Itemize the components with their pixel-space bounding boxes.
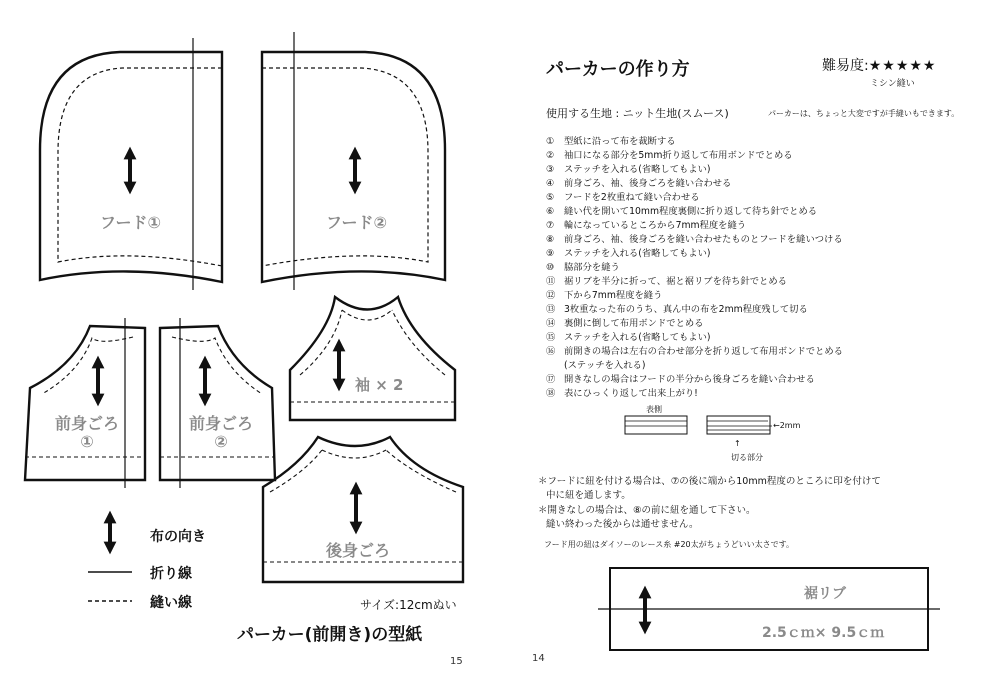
label-front-body-2-name: 前身ごろ <box>188 414 253 433</box>
label-front-body-2-number: ② <box>214 432 228 451</box>
step-text: (ステッチを入れる) <box>564 360 646 371</box>
step-item <box>546 219 746 233</box>
label-front-body-1 <box>42 415 132 451</box>
step-text: ステッチを入れる(省略してもよい) <box>564 332 711 343</box>
step-item <box>546 303 808 317</box>
difficulty-method: ミシン縫い <box>870 79 915 89</box>
step-number: ⑰ <box>546 374 556 385</box>
label-hood-1: フード① <box>100 213 162 232</box>
step-number: ⑥ <box>546 206 555 217</box>
step-item <box>546 345 843 359</box>
step-item <box>546 177 731 191</box>
note-hood-string <box>538 475 881 503</box>
diagram-cut-arrow: ↑ <box>734 439 741 448</box>
step-number: ⑩ <box>546 262 555 273</box>
label-front-body-1-number: ① <box>80 432 94 451</box>
fabric-note: パーカーは、ちょっと大変ですが手縫いもできます。 <box>768 109 960 118</box>
step-item <box>546 261 620 275</box>
step-number: ⑨ <box>546 248 555 259</box>
label-sleeve: 袖 × 2 <box>355 376 404 394</box>
step-text: 袖口になる部分を5mm折り返して布用ボンドでとめる <box>564 150 793 161</box>
step-text: 開きなしの場合はフードの半分から後身ごろを縫い合わせる <box>564 374 815 385</box>
step-text: 輪になっているところから7mm程度を縫う <box>564 220 747 231</box>
note-no-opening-line1: ＊開きなしの場合は、⑧の前に紐を通して下さい。 <box>538 505 756 516</box>
pattern-hood-1 <box>40 38 222 290</box>
page-number-left: 15 <box>450 656 463 667</box>
note-no-opening <box>538 504 756 532</box>
step-text: ステッチを入れる(省略してもよい) <box>564 248 711 259</box>
step-item <box>546 275 787 289</box>
step-number: ⑱ <box>546 388 556 399</box>
step-text: ステッチを入れる(省略してもよい) <box>564 164 711 175</box>
step-text: 前開きの場合は左右の合わせ部分を折り返して布用ボンドでとめる <box>564 346 843 357</box>
label-front-body-1-name: 前身ごろ <box>54 414 119 433</box>
label-hood-2: フード② <box>326 213 388 232</box>
step-text: 脇部分を縫う <box>564 262 620 273</box>
rib-title: 裾リブ <box>804 586 846 602</box>
rib-fold-diagram <box>625 416 772 434</box>
step-number: ⑭ <box>546 318 556 329</box>
legend-stitch-label: 縫い線 <box>150 595 192 611</box>
step-text: 縫い代を開いて10mm程度裏側に折り返して待ち針でとめる <box>564 206 818 217</box>
step-text: 裏側に倒して布用ボンドでとめる <box>564 318 704 329</box>
pattern-sleeve <box>290 297 455 420</box>
page-number-right: 14 <box>532 653 545 664</box>
diagram-mm-label: ←2mm <box>773 421 801 430</box>
difficulty-label: 難易度: <box>822 58 869 74</box>
step-number: ③ <box>546 164 555 175</box>
step-number: ⑫ <box>546 290 556 301</box>
diagram-cut-label: 切る部分 <box>731 453 763 462</box>
note-hood-string-line2: 中に紐を通します。 <box>546 490 631 501</box>
step-number: ⑪ <box>546 276 556 287</box>
rib-size: 2.5ｃｍ× 9.5ｃｍ <box>762 625 885 641</box>
step-item <box>546 359 645 373</box>
step-number: ② <box>546 150 555 161</box>
step-item <box>546 149 793 163</box>
note-string-material: フード用の紐はダイソーのレース糸 #20太がちょうどいい太さです。 <box>544 540 794 549</box>
step-text: 表にひっくり返して出来上がり! <box>564 388 698 399</box>
difficulty-stars: ★★★★★ <box>868 58 937 74</box>
pattern-front-body-1 <box>25 318 145 488</box>
step-item <box>546 205 817 219</box>
pattern-hood-2 <box>262 32 445 290</box>
step-number: ⑧ <box>546 234 555 245</box>
step-text: 型紙に沿って布を裁断する <box>564 136 676 147</box>
step-text: 裾リブを半分に折って、裾と裾リブを待ち針でとめる <box>564 276 787 287</box>
instructions-title: パーカーの作り方 <box>546 59 690 80</box>
step-text: フードを2枚重ねて縫い合わせる <box>564 192 700 203</box>
note-no-opening-line2: 縫い終わった後からは通せません。 <box>546 519 699 530</box>
pattern-page-title: パーカー(前開き)の型紙 <box>237 625 423 645</box>
fabric-label: 使用する生地 : ニット生地(スムース) <box>546 107 729 120</box>
step-item <box>546 191 700 205</box>
step-text: 3枚重なった布のうち、真ん中の布を2mm程度残して切る <box>564 304 808 315</box>
legend-fold-label: 折り線 <box>150 566 192 582</box>
step-text: 下から7mm程度を縫う <box>564 290 663 301</box>
pattern-front-body-2 <box>160 318 275 488</box>
step-number: ⑯ <box>546 346 556 357</box>
step-text: 前身ごろ、袖、後身ごろを縫い合わせる <box>564 178 732 189</box>
pattern-size: サイズ:12cmぬい <box>360 598 457 612</box>
step-number: ④ <box>546 178 555 189</box>
diagram-outside-label: 表側 <box>646 405 662 414</box>
step-number: ⑤ <box>546 192 555 203</box>
step-item <box>546 387 698 401</box>
label-front-body-2 <box>176 415 266 451</box>
step-item <box>546 317 703 331</box>
legend-grain-label: 布の向き <box>150 529 206 545</box>
step-number: ⑮ <box>546 332 556 343</box>
step-item <box>546 373 815 387</box>
difficulty <box>822 55 936 75</box>
step-number: ⑦ <box>546 220 555 231</box>
step-number: ① <box>546 136 555 147</box>
label-back-body: 後身ごろ <box>326 541 391 560</box>
step-item <box>546 289 662 303</box>
step-item <box>546 247 711 261</box>
step-item <box>546 233 843 247</box>
step-item <box>546 135 676 149</box>
step-item <box>546 331 711 345</box>
note-hood-string-line1: ＊フードに紐を付ける場合は、⑦の後に端から10mm程度のところに印を付けて <box>538 476 881 487</box>
step-number: ⑬ <box>546 304 556 315</box>
step-item <box>546 163 711 177</box>
step-text: 前身ごろ、袖、後身ごろを縫い合わせたものとフードを縫いつける <box>564 234 843 245</box>
